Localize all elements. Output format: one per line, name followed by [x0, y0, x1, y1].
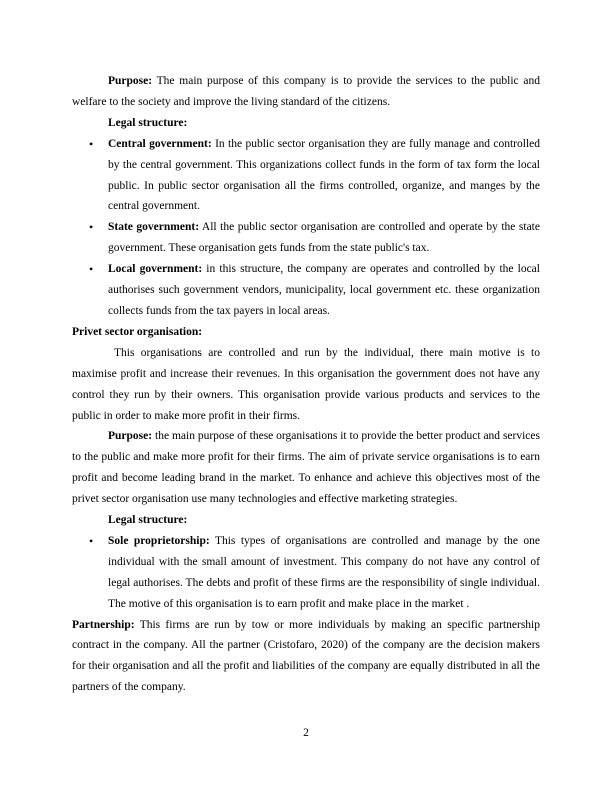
list-item: [72, 531, 540, 615]
item-text: in this structure, the company are operates and controlled by the local authorises such government vendors, municipality, local government etc. these organization collects funds from the tax payers in local areas.: [108, 263, 540, 317]
private-sector-list: [72, 531, 540, 615]
public-sector-list: [72, 134, 540, 322]
bullet-icon: •: [89, 262, 94, 277]
intro-paragraph: This organisations are controlled and run by the individual, there main motive is to maximise profit and increase their revenues. In this organisation the government does not have any control they run by their owners. This organisation provide various products and services to the public in order to make more profit in their firms.: [72, 346, 540, 422]
bullet-icon: •: [89, 533, 94, 548]
purpose-text: the main purpose of these organisations it to provide the better product and services to the public and make more profit for their firms. The aim of private service organisations is to earn profit and become leading brand in the market. To enhance and achieve this objectives most of the privet sector organisation use many technologies and effective marketing strategies.: [72, 430, 540, 506]
partnership-paragraph: [72, 615, 540, 699]
bullet-icon: •: [89, 136, 94, 151]
purpose-paragraph: [72, 71, 540, 113]
legal-structure-heading: Legal structure:: [108, 116, 188, 129]
item-label: Sole proprietorship:: [108, 534, 210, 547]
list-item: [72, 217, 540, 259]
partnership-text: This firms are run by tow or more individuals by making an specific partnership contract in the company. All the partner (Cristofaro, 2020) of the company are the decision makers for their organisation and all the profit and liabilities of the company are equally distributed in all the partners of the company.: [72, 618, 540, 694]
item-label: State government:: [108, 221, 200, 234]
list-item: [72, 134, 540, 218]
item-text: All the public sector organisation are controlled and operate by the state government. These organisation gets funds from the state public's tax.: [108, 221, 540, 255]
item-label: Central government:: [108, 137, 212, 150]
bullet-icon: •: [89, 220, 94, 235]
item-text: In the public sector organisation they are fully manage and controlled by the central government. This organizations collect funds in the form of tax form the local public. In public sector organisation all the firms controlled, organize, and manges by the central government.: [108, 137, 540, 213]
purpose-label: Purpose:: [108, 430, 153, 443]
purpose-label: Purpose:: [108, 75, 153, 87]
item-text: This types of organisations are controlled and manage by the one individual with the small amount of investment. This company do not have any control of legal authorises. The debts and profit of these firms are the responsibility of single individual. The motive of this organisation is to earn profit and make place in the market .: [108, 534, 541, 610]
page-number: 2: [303, 727, 309, 739]
legal-structure-heading: Legal structure:: [108, 514, 188, 527]
list-item: [72, 259, 540, 322]
purpose-text: The main purpose of this company is to provide the services to the public and welfare to the society and improve the living standard of the citizens.: [72, 75, 540, 108]
section-heading: Privet sector organisation:: [72, 325, 203, 338]
page-content: [72, 71, 540, 698]
item-label: Local government:: [108, 263, 203, 276]
purpose-paragraph: [72, 426, 540, 510]
partnership-label: Partnership:: [72, 618, 135, 631]
